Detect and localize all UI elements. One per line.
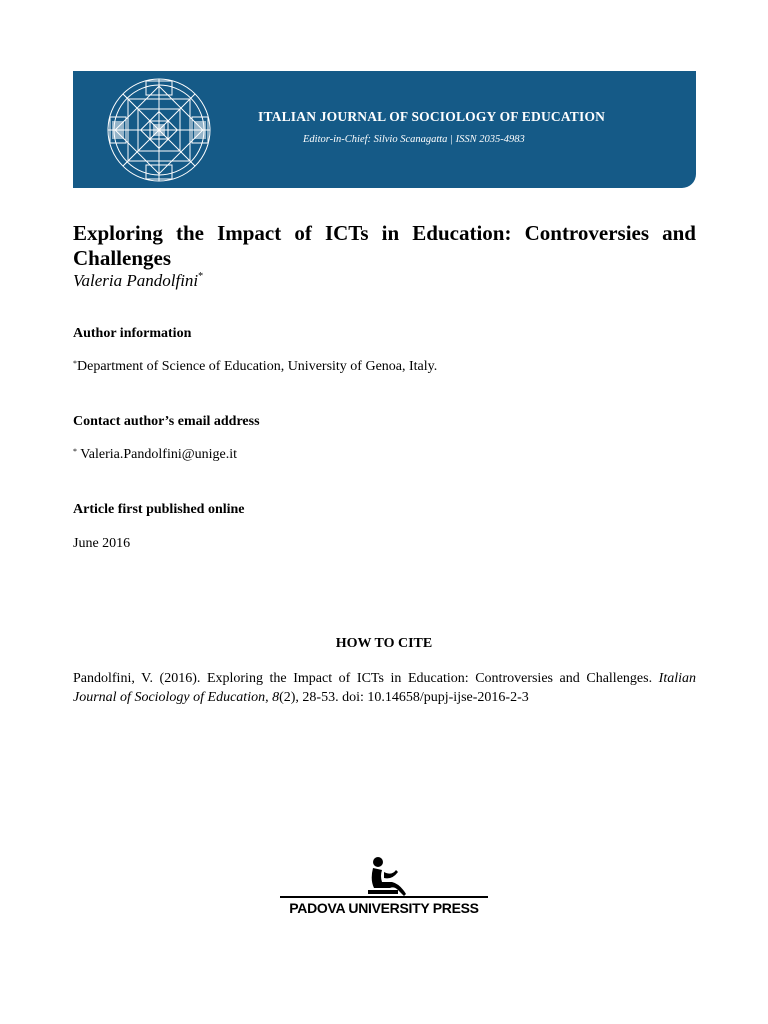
author-affiliation xyxy=(73,359,437,375)
author-marker: * xyxy=(198,271,204,282)
published-heading: Article first published online xyxy=(73,502,245,517)
journal-header-banner xyxy=(73,71,696,188)
contact-email[interactable]: Valeria.Pandolfini@unige.it xyxy=(80,447,237,462)
citation-journal: Italian Journal of Sociology of Education xyxy=(73,671,697,705)
editor-issn-line: Editor-in-Chief: Silvio Scanagatta | ISSN 2035-4983 xyxy=(303,134,525,145)
article-title: Exploring the Impact of ICTs in Education: Controversies and Challenges xyxy=(73,221,696,270)
journal-name: ITALIAN JOURNAL OF SOCIOLOGY OF EDUCATION xyxy=(258,109,606,124)
seated-figure-icon xyxy=(364,856,408,898)
affiliation-text: Department of Science of Education, University of Genoa, Italy. xyxy=(77,359,438,374)
email-marker: * xyxy=(73,447,77,456)
publisher-logo xyxy=(276,856,492,920)
citation-rest: (2), 28-53. doi: 10.14658/pupj-ijse-2016-2-3 xyxy=(279,690,529,705)
how-to-cite-heading: HOW TO CITE xyxy=(335,636,433,651)
published-date: June 2016 xyxy=(73,536,131,551)
publisher-name: PADOVA UNIVERSITY PRESS xyxy=(289,900,479,916)
article-author xyxy=(73,271,203,291)
citation-volume: 8 xyxy=(272,690,280,705)
citation-text: Pandolfini, V. (2016). Exploring the Impact of ICTs in Education: Controversies and Challenges. Italian Journal of Sociology of Education, 8(2), 28-53. doi: 10.14658/pupj-ijse-2016-2-3 xyxy=(73,671,697,705)
publisher-rule xyxy=(280,896,488,898)
affiliation-marker: * xyxy=(73,359,77,368)
contact-heading: Contact author’s email address xyxy=(73,414,260,429)
author-name: Valeria Pandolfini xyxy=(73,271,199,290)
citation-line: Pandolfini, V. (2016). Exploring the Impact of ICTs in Education: Controversies and Challenges. xyxy=(73,671,653,686)
author-information-heading: Author information xyxy=(73,326,192,341)
journal-seal-icon xyxy=(106,77,212,183)
contact-email-line xyxy=(73,447,237,463)
